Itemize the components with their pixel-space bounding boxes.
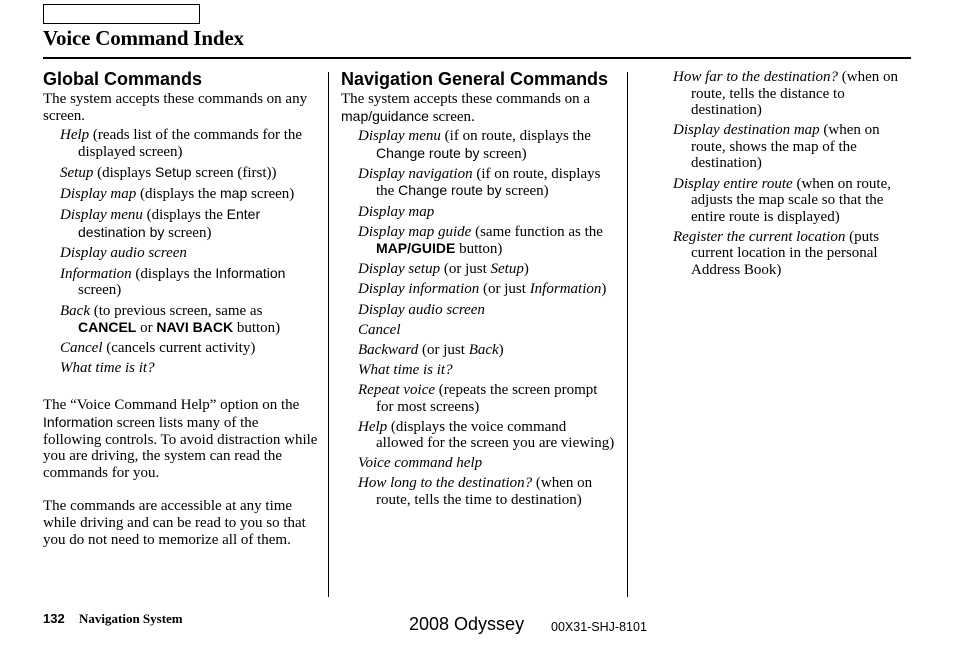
navigation-commands-continued-column: [656, 69, 912, 282]
screen-name: Information: [215, 264, 286, 281]
title-rule: [43, 57, 911, 59]
command-item: Cancel (cancels current activity): [60, 340, 256, 357]
screen-name: Change route by: [398, 182, 502, 199]
section-name: Navigation System: [79, 611, 183, 626]
screen-name: map/guidance: [341, 107, 429, 124]
command-item: How far to the destination? (when on route, tells the distance to destination): [673, 69, 898, 119]
command-item: Backward (or just Back): [358, 341, 504, 358]
column-divider: [328, 72, 329, 597]
command-name: Display setup: [358, 261, 441, 278]
command-name: Information: [60, 265, 132, 282]
command-item: How long to the destination? (when on route, tells the time to destination): [358, 475, 593, 508]
button-name: MAP/GUIDE: [376, 240, 456, 257]
command-name: Display menu: [358, 128, 441, 145]
command-item: [341, 302, 615, 319]
accessibility-paragraph: The commands are accessible at any time while driving and can be read to you so that you do not need to memorize all of them.: [43, 498, 306, 548]
command-name: Voice command help: [358, 455, 483, 472]
command-item: Register the current location (puts current location in the personal Address Book): [673, 228, 880, 279]
command-name: Repeat voice: [358, 381, 436, 398]
command-item: Display menu (if on route, displays the Change route by screen): [358, 128, 591, 162]
command-name: How far to the destination?: [673, 69, 838, 85]
model-name: 2008 Odyssey: [409, 614, 525, 634]
command-name: Register the current location: [673, 228, 846, 245]
command-item: Display navigation (if on route, displays the Change route by screen): [358, 165, 601, 200]
command-item: Help (reads list of the commands for the displayed screen): [60, 127, 303, 160]
command-item: Display map (displays the map screen): [60, 184, 295, 202]
command-name: Display destination map: [673, 122, 820, 139]
navigation-intro: The system accepts these commands on a map/guidance screen.: [341, 91, 591, 125]
command-name: How long to the destination?: [358, 475, 533, 492]
global-commands-column: [43, 69, 319, 548]
command-item: Information (displays the Information screen): [60, 264, 286, 299]
command-name: Display menu: [60, 207, 143, 224]
command-item: Display entire route (when on route, adjusts the map scale so that the entire route is displayed): [673, 175, 892, 225]
navigation-commands-column: [341, 69, 615, 512]
command-name: Display navigation: [358, 165, 473, 182]
screen-name: Change route by: [376, 144, 480, 161]
global-commands-heading: Global Commands: [43, 69, 203, 89]
command-name: Display audio screen: [358, 301, 485, 318]
command-name: Display entire route: [673, 175, 793, 192]
command-name: Display map: [60, 185, 137, 202]
command-item: [43, 245, 319, 262]
command-item: Display menu (displays the Enter destination by screen): [60, 206, 261, 241]
command-item: [341, 362, 615, 379]
command-item: Repeat voice (repeats the screen prompt for most screens): [358, 381, 598, 415]
command-item: Display information (or just Information): [358, 281, 607, 298]
command-item: Display destination map (when on route, shows the map of the destination): [673, 122, 880, 172]
button-name: NAVI BACK: [156, 319, 234, 336]
screen-name: Enter destination by: [78, 206, 261, 240]
command-item: Back (to previous screen, same as CANCEL or NAVI BACK button): [60, 302, 281, 337]
command-name: Cancel: [358, 321, 401, 338]
command-name: What time is it?: [60, 360, 155, 377]
command-name: Cancel: [60, 340, 103, 357]
command-name: Help: [60, 127, 90, 144]
screen-name: Information: [43, 414, 114, 430]
document-code: 00X31-SHJ-8101: [551, 620, 647, 634]
command-item: [341, 204, 615, 221]
command-item: [43, 360, 319, 377]
button-name: CANCEL: [78, 319, 137, 336]
command-name: Display map guide: [358, 223, 472, 240]
command-name: What time is it?: [358, 361, 453, 378]
global-intro: The system accepts these commands on any screen.: [43, 91, 308, 124]
command-item: Display setup (or just Setup): [358, 261, 529, 278]
page-number: 132: [43, 611, 65, 626]
command-item: Setup (displays Setup screen (first)): [60, 163, 277, 181]
command-name: Display map: [358, 203, 435, 220]
screen-name: map: [220, 184, 248, 201]
page-title: Voice Command Index: [43, 26, 244, 50]
section-tab-box: [43, 4, 200, 24]
command-item: Help (displays the voice command allowed for the screen you are viewing): [358, 418, 615, 452]
column-divider: [627, 72, 628, 597]
command-name: Help: [358, 418, 388, 435]
voice-help-paragraph: The “Voice Command Help” option on the Information screen lists many of the following controls. To avoid distraction while you are driving, the system can read the commands for you.: [43, 397, 318, 481]
command-name: Display information: [358, 281, 480, 298]
command-name: Back: [60, 302, 90, 319]
command-name: Setup: [60, 164, 94, 181]
navigation-commands-heading: Navigation General Commands: [341, 69, 609, 89]
screen-name: Setup: [155, 163, 192, 180]
command-name: Display audio screen: [60, 244, 187, 261]
command-item: Display map guide (same function as the MAP/GUIDE button): [358, 223, 603, 258]
command-item: [341, 455, 615, 472]
command-name: Backward: [358, 341, 419, 358]
command-item: [341, 322, 615, 339]
